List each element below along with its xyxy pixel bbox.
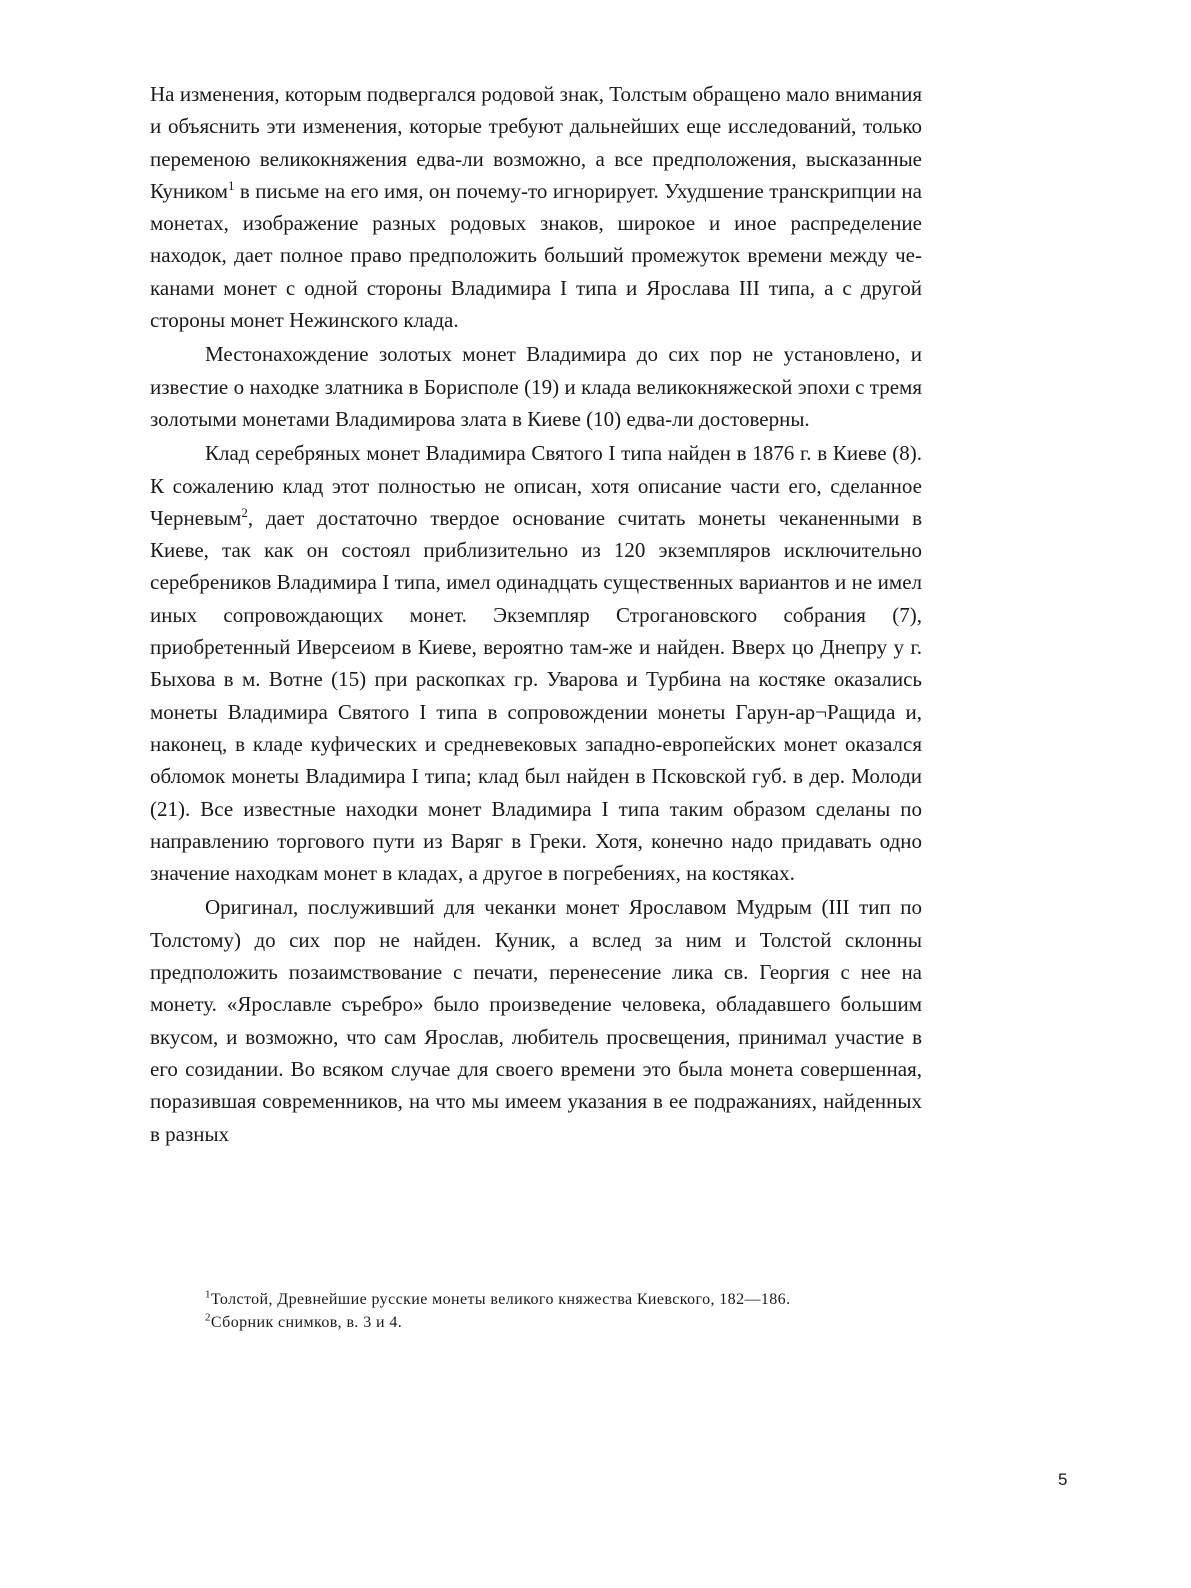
body-text [150,78,922,1150]
footnote-reference: 1 [227,177,235,193]
paragraph-text: На изменения, которым подвергался родовой знак, Толстым обращено мало внимания и объяснить эти изменения, которые требуют дальнейших еще исследований, только переменою великокняжения едва-ли возможно, а все предположения, высказанные Куником [150,82,922,203]
paragraph-text: , дает достаточно твердое основание считать монеты чеканенными в Киеве, так как он состоял приблизительно из 120 экземпляров исключительно серебреников Владимира I типа, имел одинадцать существенных вариантов и не имел иных сопровождающих монет. Экземпляр Строгановского собрания (7), приобретенный Иверсеиом в Киеве, вероятно там-же и найден. Вверх цо Днепру у г. Быхова в м. Вотне (15) при раскопках гр. Уварова и Турбина на костяке оказались монеты Владимира Святого I типа в сопровождении монеты Гарун-ар¬Ращида и, наконец, в кладе куфических и средневековых западно-европейских монет оказался обломок монеты Владимира I типа; клад был найден в Псковской губ. в дер. Молоди (21). Все известные находки монет Владимира I типа таким образом сделаны по направлению торгового пути из Варяг в Греки. Хотя, конечно надо придавать одно значение находкам монет в кладах, а другое в погребениях, на костяках. [150,505,922,886]
footnotes [205,1288,925,1334]
footnote-text: Толстой, Древнейшие русские монеты великого княжества Киевского, 182—186. [210,1291,791,1308]
paragraph-text: Клад серебряных монет Владимира Святого I типа найден в 1876 г. в Киеве (8). К сожалению клад этот полностью не описан, хотя описание части его, сделанное Черневым [150,441,922,530]
footnote [205,1311,925,1334]
footnote-mark: 2 [205,1311,211,1324]
paragraph [150,891,922,1149]
paragraph-text: Оригинал, послуживший для чеканки монет Ярославом Мудрым (III тип по Толстому) до сих пор не найден. Куник, а вслед за ним и Толстой склонны предположить позаимствование с печати, перенесение лика св. Георгия с нее на монету. «Ярославле съребро» было произведение человека, обладавшего большим вкусом, и возможно, что сам Ярослав, любитель просвещения, принимал участие в его созидании. Во всяком случае для своего времени это была монета совершенная, поразившая современников, на что мы имеем указания в ее подражаниях, найденных в разных [150,895,922,1146]
footnote [205,1288,925,1311]
paragraph [150,78,922,336]
footnote-mark: 1 [205,1288,211,1301]
footnote-reference: 2 [241,504,248,520]
paragraph [150,338,922,435]
paragraph-text: в письме на его имя, он почему-то игнорирует. Ухудшение транскрипции на монетах, изображение разных родовых знаков, широкое и иное распределение находок, дает полное право предположить больший промежуток времени между чеканами монет с одной стороны Владимира I типа и Ярослава III типа, а с другой стороны монет Нежинского клада. [150,178,922,333]
page-number: 5 [1058,1470,1068,1489]
footnote-text: Сборник снимков, в. 3 и 4. [210,1314,403,1331]
paragraph [150,437,922,889]
paragraph-text: Местонахождение золотых монет Владимира до сих пор не установлено, и известие о находке златника в Борисполе (19) и клада великокняжеской эпохи с тремя золотыми монетами Владимирова злата в Киеве (10) едва-ли достоверны. [150,342,922,431]
